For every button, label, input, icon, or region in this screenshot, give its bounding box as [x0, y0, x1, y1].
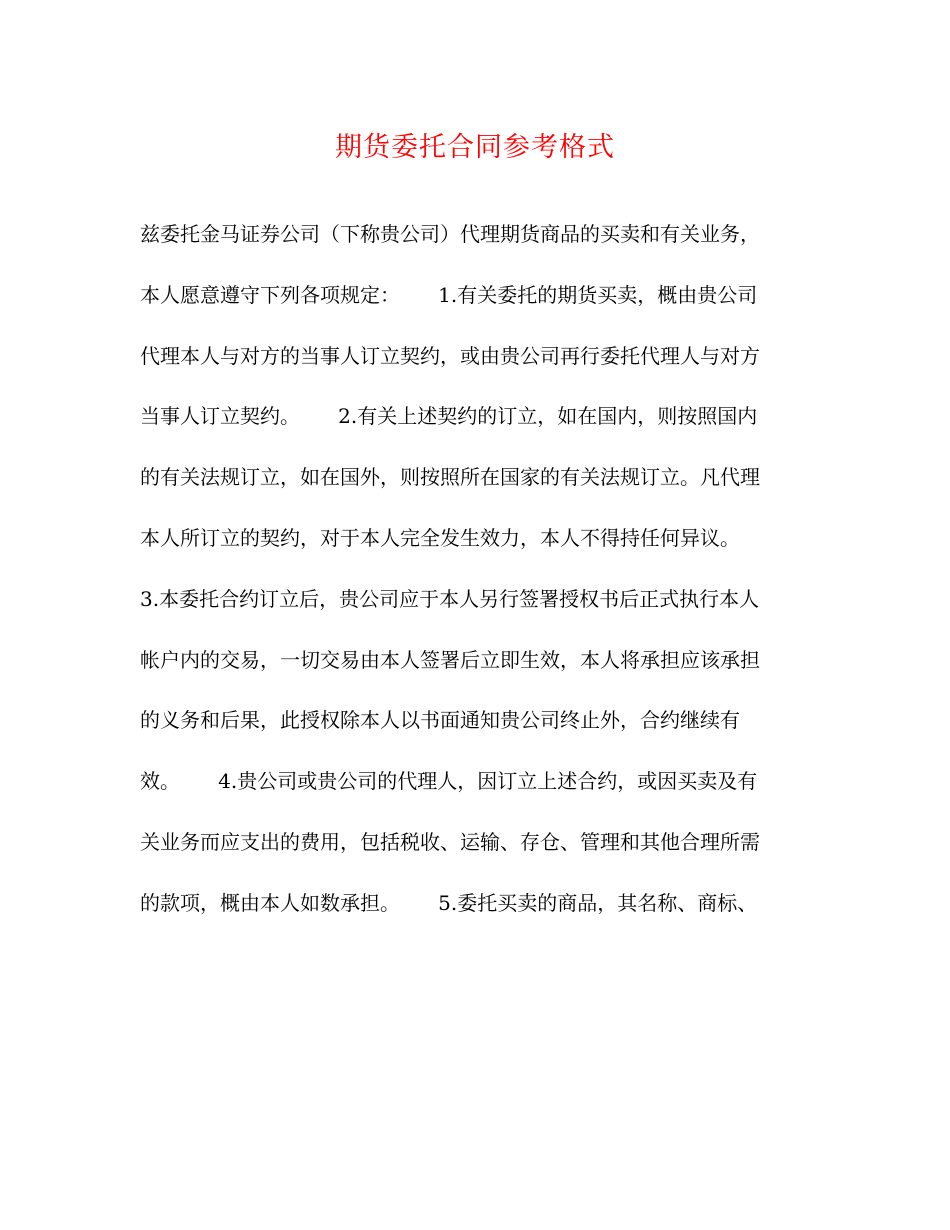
body-line-7: 3.本委托合约订立后，贵公司应于本人另行签署授权书后正式执行本人 — [140, 586, 760, 611]
body-line-5: 的有关法规订立，如在国外，则按照所在国家的有关法规订立。凡代理 — [140, 465, 760, 490]
body-line-12: 的款项，概由本人如数承担。 5.委托买卖的商品，其名称、商标、 — [140, 890, 758, 915]
body-line-10: 效。 4.贵公司或贵公司的代理人，因订立上述合约，或因买卖及有 — [140, 769, 758, 794]
body-line-8: 帐户内的交易，一切交易由本人签署后立即生效，本人将承担应该承担 — [140, 647, 760, 672]
document-body — [140, 214, 830, 944]
document-title: 期货委托合同参考格式 — [335, 132, 615, 163]
body-line-1: 兹委托金马证券公司（下称贵公司）代理期货商品的买卖和有关业务， — [140, 222, 760, 246]
body-line-11: 关业务而应支出的费用，包括税收、运输、存仓、管理和其他合理所需 — [140, 829, 760, 854]
body-line-6: 本人所订立的契约，对于本人完全发生效力，本人不得持任何异议。 — [140, 525, 740, 550]
body-line-2: 本人愿意遵守下列各项规定： 1.有关委托的期货买卖，概由贵公司 — [140, 282, 758, 307]
body-line-3: 代理本人与对方的当事人订立契约，或由贵公司再行委托代理人与对方 — [140, 343, 760, 368]
body-line-4: 当事人订立契约。 2.有关上述契约的订立，如在国内，则按照国内 — [140, 404, 758, 429]
body-line-9: 的义务和后果，此授权除本人以书面通知贵公司终止外，合约继续有 — [140, 708, 740, 733]
